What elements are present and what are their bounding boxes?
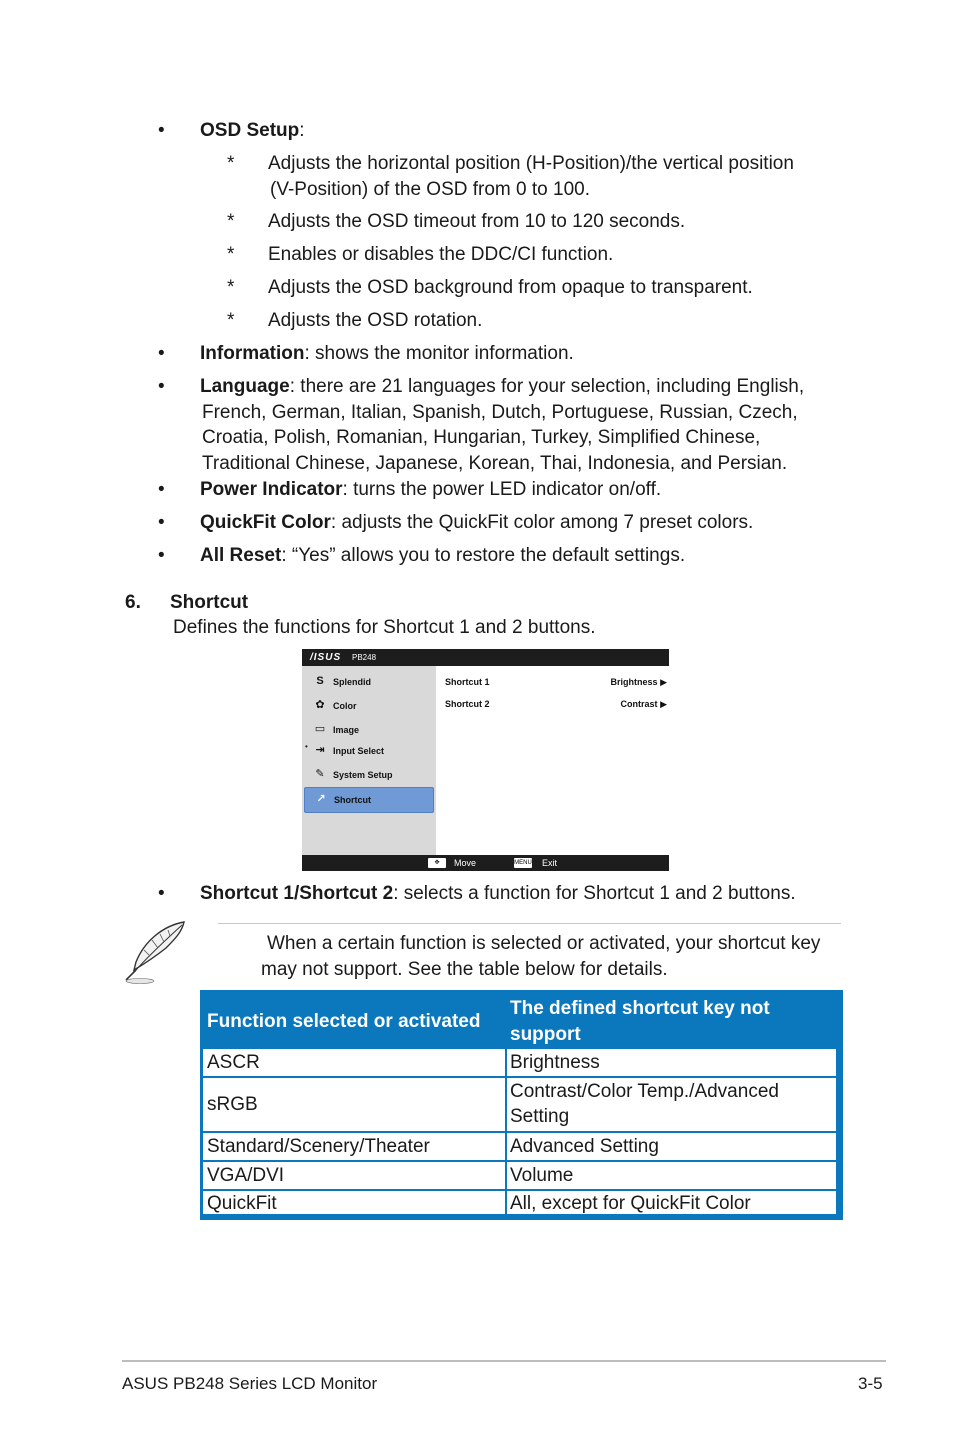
menu-key-icon: MENU (514, 860, 532, 866)
bullet: • (158, 545, 165, 566)
star-marker: * (227, 310, 235, 331)
page-number: 3-5 (858, 1374, 883, 1393)
exit-label: Exit (542, 858, 558, 868)
arrow-right-icon: ▶ (660, 699, 667, 709)
osd-menu-label: Splendid (333, 677, 371, 687)
table-cell: QuickFit (203, 1191, 505, 1214)
table-cell: Standard/Scenery/Theater (203, 1133, 505, 1160)
osd-sidebar (302, 666, 436, 855)
osd-menu-image[interactable] (312, 721, 432, 739)
star-marker: * (227, 153, 235, 174)
osd-title-bar (302, 649, 669, 666)
footer-title: ASUS PB248 Series LCD Monitor (122, 1374, 378, 1393)
star-marker: * (227, 244, 235, 265)
splendid-icon: S (316, 675, 324, 687)
osd-menu-label: Image (333, 725, 360, 735)
shortcut-support-table (200, 990, 843, 1220)
footer-divider (122, 1360, 886, 1362)
table-cell: All, except for QuickFit Color (507, 1191, 836, 1214)
bullet: • (158, 479, 165, 500)
osd-pointer-dot: • (305, 742, 308, 751)
osd-setup-item: Adjusts the horizontal position (H-Position)/the vertical position (268, 153, 794, 174)
section-number: 6. (125, 592, 141, 613)
section-title: Shortcut (170, 592, 249, 613)
table-cell: Volume (507, 1162, 836, 1189)
osd-setup-item: (V-Position) of the OSD from 0 to 100. (270, 179, 590, 200)
osd-menu-splendid[interactable] (312, 673, 432, 691)
osd-model: PB248 (352, 653, 377, 662)
table-cell: VGA/DVI (203, 1162, 505, 1189)
osd-row-shortcut2-label[interactable]: Shortcut 2 (445, 699, 490, 709)
osd-menu-system-setup[interactable] (312, 766, 432, 784)
osd-setup-item: Enables or disables the DDC/CI function. (268, 244, 614, 265)
osd-row-shortcut2-value[interactable]: Contrast ▶ (620, 699, 667, 709)
osd-bottom-bar (302, 855, 669, 871)
language-line: Traditional Chinese, Japanese, Korean, Thai, Indonesia, and Persian. (202, 453, 788, 474)
bullet: • (158, 343, 165, 364)
all-reset-item: All Reset: “Yes” allows you to restore the default settings. (200, 545, 686, 566)
osd-menu-label: System Setup (333, 770, 393, 780)
table-cell: sRGB (203, 1078, 505, 1131)
move-label: Move (454, 858, 477, 868)
color-icon: ✿ (315, 699, 325, 711)
bullet: • (158, 376, 165, 397)
osd-menu-label: Color (333, 701, 357, 711)
image-icon: ▭ (314, 723, 326, 735)
arrow-right-icon: ▶ (660, 677, 667, 687)
osd-setup-heading: OSD Setup: (200, 120, 305, 141)
information-item: Information: shows the monitor information. (200, 343, 574, 364)
star-marker: * (227, 277, 235, 298)
table-header-function: Function selected or activated (207, 1011, 481, 1032)
table-cell: ASCR (203, 1049, 505, 1076)
osd-setup-item: Adjusts the OSD background from opaque to transparent. (268, 277, 753, 298)
language-item: Language: there are 21 languages for your selection, including English, (200, 376, 805, 397)
table-cell: Brightness (507, 1049, 836, 1076)
move-icon: ✥ (428, 858, 446, 868)
osd-menu-color[interactable] (312, 697, 432, 715)
osd-menu-shortcut[interactable] (304, 787, 434, 813)
table-cell: Contrast/Color Temp./Advanced Setting (507, 1078, 836, 1131)
osd-row-shortcut1-label[interactable]: Shortcut 1 (445, 677, 490, 687)
feather-pen-icon (122, 918, 190, 986)
bullet: • (158, 120, 165, 141)
table-header-shortcut: The defined shortcut key not support (510, 998, 770, 1045)
shortcut-bullet-item: Shortcut 1/Shortcut 2: selects a function for Shortcut 1 and 2 buttons. (200, 883, 796, 904)
osd-menu-label: Shortcut (334, 795, 371, 805)
wrench-icon: ✎ (315, 768, 325, 780)
language-line: Croatia, Polish, Romanian, Hungarian, Turkey, Simplified Chinese, (202, 427, 761, 448)
osd-row-shortcut1-value[interactable]: Brightness ▶ (610, 677, 667, 687)
osd-screenshot (302, 649, 669, 871)
asus-logo: /ISUS (310, 652, 342, 663)
note-divider (218, 923, 841, 924)
shortcut-icon: ↗ (316, 793, 326, 805)
note-line: may not support. See the table below for details. (261, 959, 668, 980)
power-indicator-item: Power Indicator: turns the power LED indicator on/off. (200, 479, 662, 500)
osd-setup-item: Adjusts the OSD timeout from 10 to 120 seconds. (268, 211, 686, 232)
osd-menu-label: Input Select (333, 746, 385, 756)
note-line: When a certain function is selected or activated, your shortcut key (267, 933, 821, 954)
language-line: French, German, Italian, Spanish, Dutch, Portuguese, Russian, Czech, (202, 402, 798, 423)
table-cell: Advanced Setting (507, 1133, 836, 1160)
osd-setup-item: Adjusts the OSD rotation. (268, 310, 483, 331)
section-description: Defines the functions for Shortcut 1 and 2 buttons. (173, 617, 596, 638)
bullet: • (158, 883, 165, 904)
osd-menu-input-select[interactable] (312, 742, 432, 760)
star-marker: * (227, 211, 235, 232)
bullet: • (158, 512, 165, 533)
quickfit-color-item: QuickFit Color: adjusts the QuickFit color among 7 preset colors. (200, 512, 754, 533)
input-select-icon: ⇥ (315, 744, 325, 756)
